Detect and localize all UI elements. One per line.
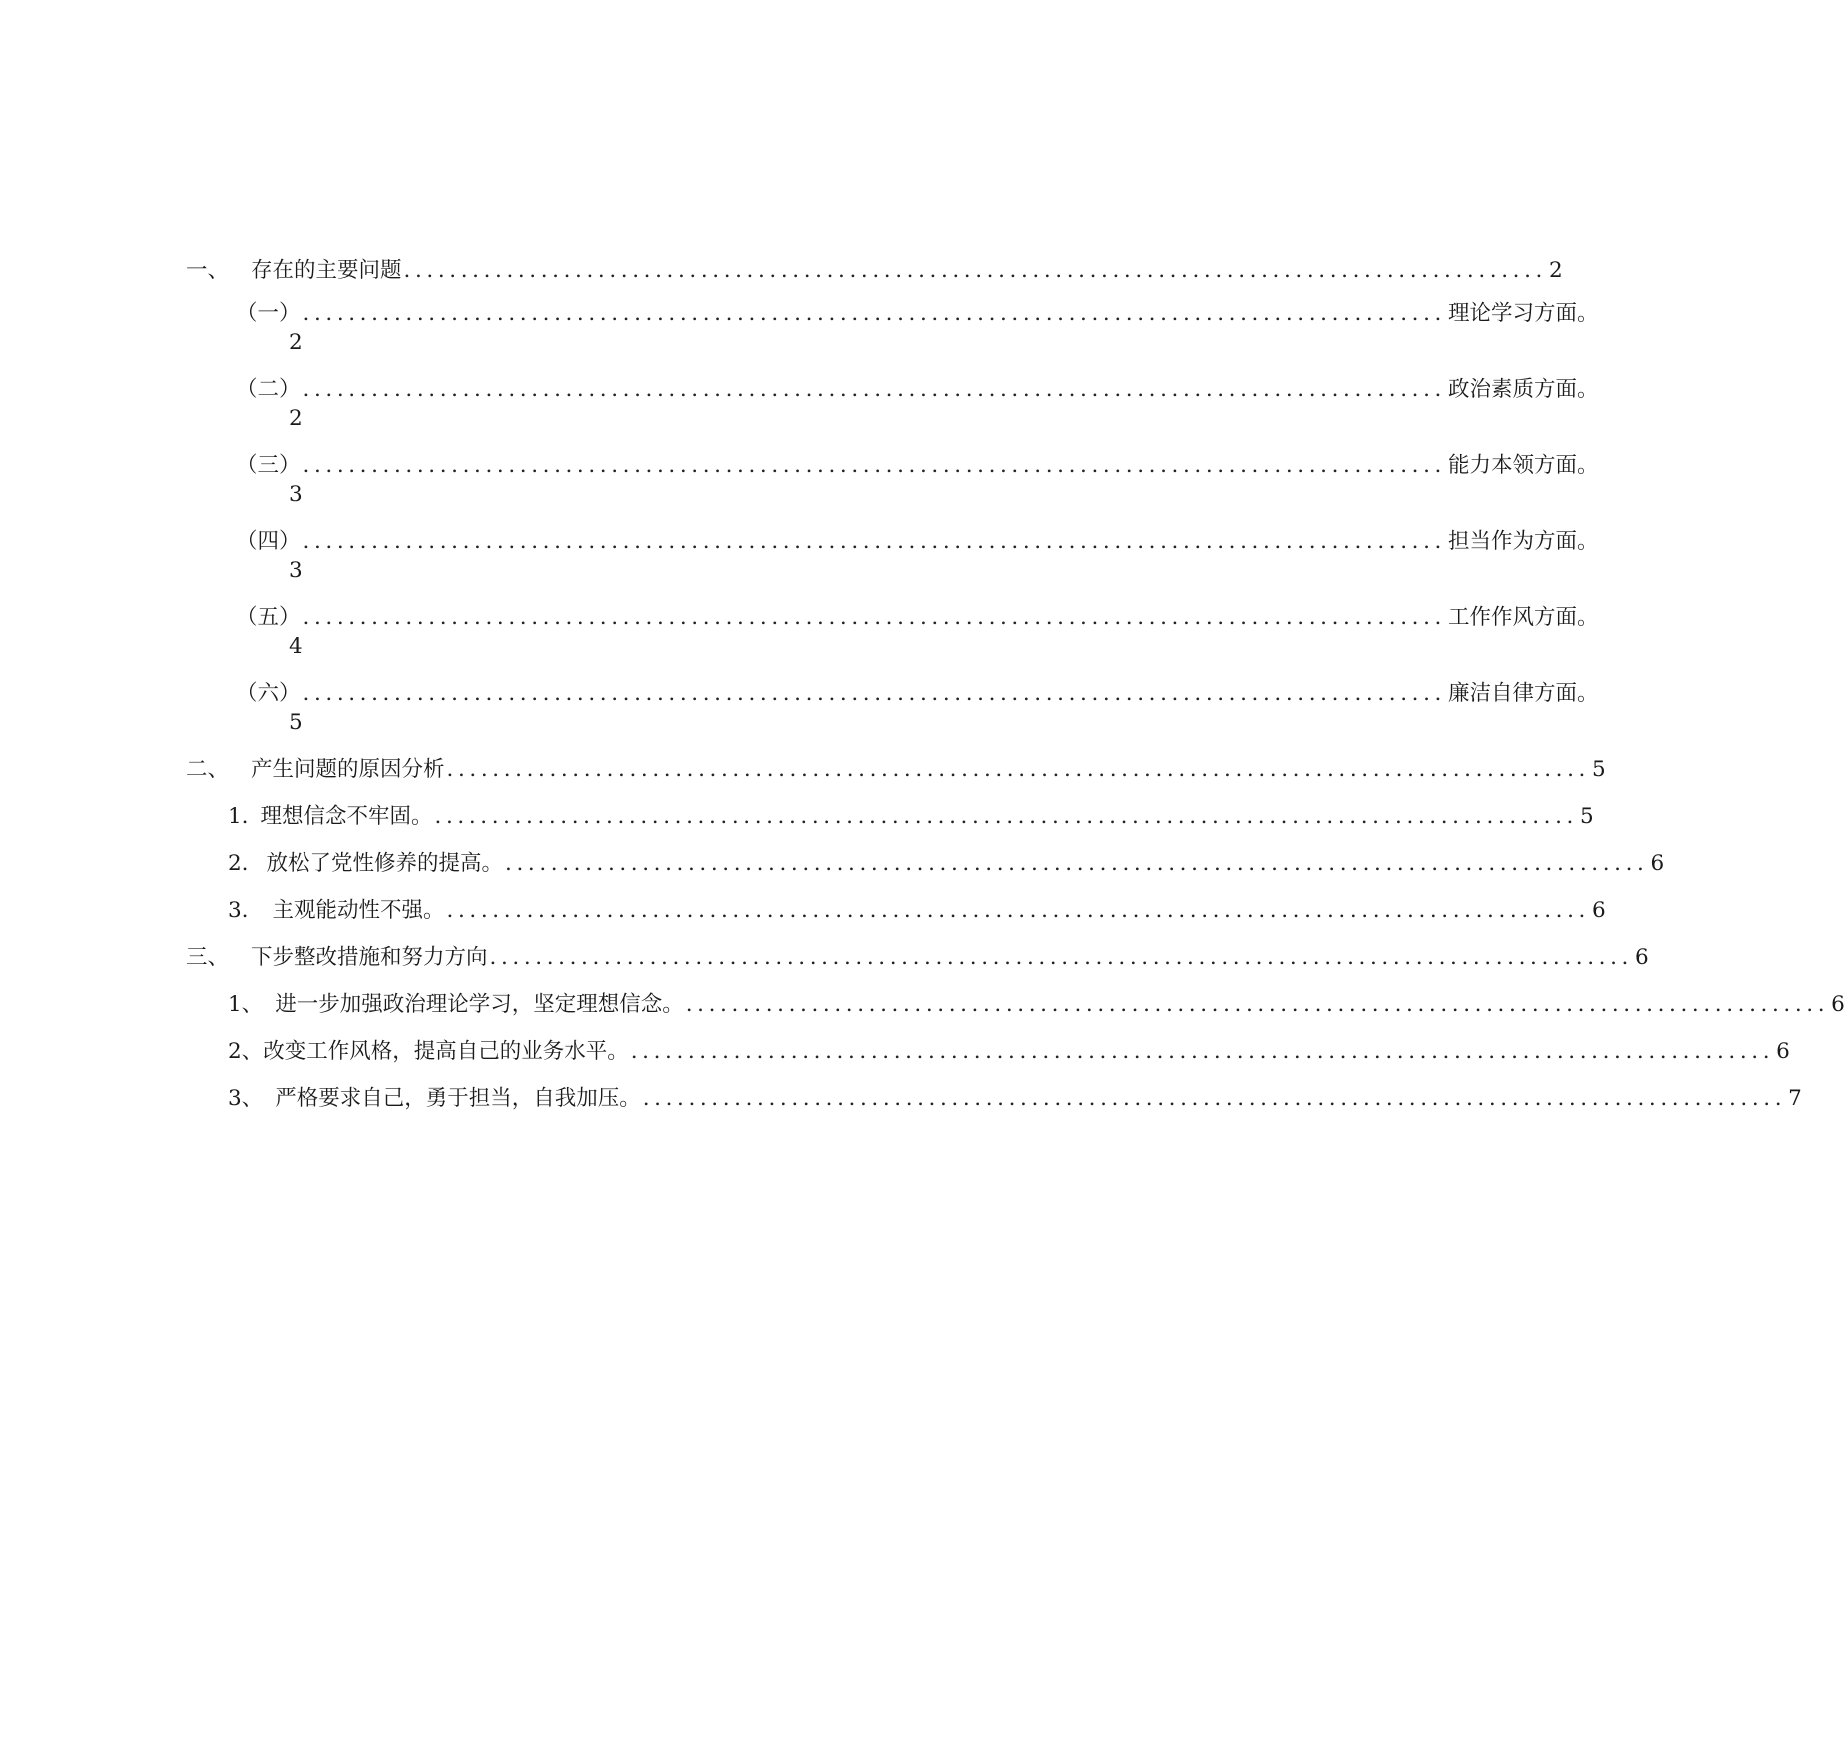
toc-entry-title: 理论学习方面。 (1447, 301, 1599, 326)
toc-entry-sub-3-1[interactable] (228, 990, 1845, 1020)
toc-entry-page: 2 (289, 330, 303, 355)
toc-entry-title: 理想信念不牢固。 (260, 804, 433, 829)
dot-leader: .................................................................................................... (302, 377, 1446, 402)
toc-entry-sub-1-3[interactable] (236, 451, 1599, 481)
toc-entry-title: 廉洁自律方面。 (1447, 681, 1599, 706)
toc-entry-page: 3 (289, 558, 303, 583)
toc-entry-title: 进一步加强政治理论学习，坚定理想信念。 (275, 992, 684, 1017)
toc-entry-page: 7 (1788, 1086, 1802, 1111)
toc-entry-title: 存在的主要问题 (251, 258, 402, 283)
toc-entry-page: 5 (289, 710, 303, 735)
toc-entry-sub-3-2[interactable] (228, 1037, 1790, 1067)
toc-entry-title: 担当作为方面。 (1447, 529, 1599, 554)
toc-entry-title: 改变工作风格，提高自己的业务水平。 (263, 1039, 629, 1064)
toc-entry-section-2[interactable] (186, 755, 1606, 785)
toc-entry-title: 政治素质方面。 (1447, 377, 1599, 402)
dot-leader: .................................................................................................... (685, 992, 1830, 1017)
toc-entry-sub-1-2[interactable] (236, 375, 1599, 405)
toc-entry-prefix: （六） (236, 681, 301, 706)
toc-entry-prefix: （四） (236, 529, 301, 554)
toc-entry-prefix: 一、 (186, 258, 230, 283)
toc-entry-sub-1-1[interactable] (236, 299, 1599, 329)
dot-leader: .................................................................................................... (446, 757, 1590, 782)
dot-leader: .................................................................................................... (302, 453, 1446, 478)
toc-entry-prefix: 三、 (186, 945, 230, 970)
toc-entry-page: 2 (289, 406, 303, 431)
toc-entry-title: 主观能动性不强。 (272, 898, 445, 923)
toc-entry-prefix: 2、 (228, 1039, 264, 1064)
toc-entry-sub-1-4[interactable] (236, 527, 1599, 557)
dot-leader: .................................................................................................... (434, 804, 1578, 829)
toc-entry-sub-1-5[interactable] (236, 603, 1599, 633)
toc-entry-prefix: （一） (236, 301, 301, 326)
toc-entry-prefix: 3. (228, 898, 249, 923)
toc-entry-sub-2-1[interactable] (228, 802, 1594, 832)
toc-entry-page: 3 (289, 482, 303, 507)
dot-leader: .................................................................................................... (302, 605, 1446, 630)
toc-entry-title: 放松了党性修养的提高。 (266, 851, 504, 876)
toc-entry-page: 5 (1579, 804, 1594, 829)
toc-entry-title: 工作作风方面。 (1447, 605, 1599, 630)
toc-entry-prefix: 1. (228, 804, 249, 829)
toc-entry-page: 6 (1634, 945, 1649, 970)
toc-entry-section-3[interactable] (186, 943, 1649, 973)
dot-leader: .................................................................................................... (302, 681, 1446, 706)
dot-leader: .................................................................................................... (446, 898, 1590, 923)
toc-entry-page: 2 (1548, 258, 1563, 283)
toc-entry-title: 严格要求自己，勇于担当，自我加压。 (275, 1086, 641, 1111)
dot-leader: .................................................................................................... (505, 851, 1649, 876)
toc-entry-page: 6 (1831, 992, 1845, 1017)
toc-entry-title: 产生问题的原因分析 (251, 757, 445, 782)
dot-leader: .................................................................................................... (302, 529, 1446, 554)
dot-leader: .................................................................................................... (489, 945, 1633, 970)
toc-entry-page: 4 (289, 634, 303, 659)
toc-entry-prefix: 1、 (228, 992, 264, 1017)
toc-entry-prefix: 二、 (186, 757, 230, 782)
toc-entry-page: 6 (1776, 1039, 1790, 1064)
dot-leader: .................................................................................................... (642, 1086, 1787, 1111)
toc-entry-prefix: （三） (236, 453, 301, 478)
toc-entry-prefix: （二） (236, 377, 301, 402)
toc-entry-prefix: 2. (228, 851, 249, 876)
toc-entry-prefix: 3、 (228, 1086, 264, 1111)
toc-entry-title: 下步整改措施和努力方向 (251, 945, 488, 970)
toc-entry-sub-2-3[interactable] (228, 896, 1606, 926)
toc-entry-prefix: （五） (236, 605, 301, 630)
toc-entry-page: 6 (1591, 898, 1606, 923)
toc-entry-sub-1-6[interactable] (236, 679, 1599, 709)
toc-entry-title: 能力本领方面。 (1447, 453, 1599, 478)
dot-leader: .................................................................................................... (302, 301, 1446, 326)
dot-leader: .................................................................................................... (403, 258, 1547, 283)
toc-entry-sub-3-3[interactable] (228, 1084, 1802, 1114)
toc-entry-page: 5 (1591, 757, 1606, 782)
toc-entry-page: 6 (1650, 851, 1665, 876)
toc-entry-sub-2-2[interactable] (228, 849, 1665, 879)
toc-entry-section-1[interactable] (186, 256, 1563, 286)
dot-leader: .................................................................................................... (630, 1039, 1775, 1064)
